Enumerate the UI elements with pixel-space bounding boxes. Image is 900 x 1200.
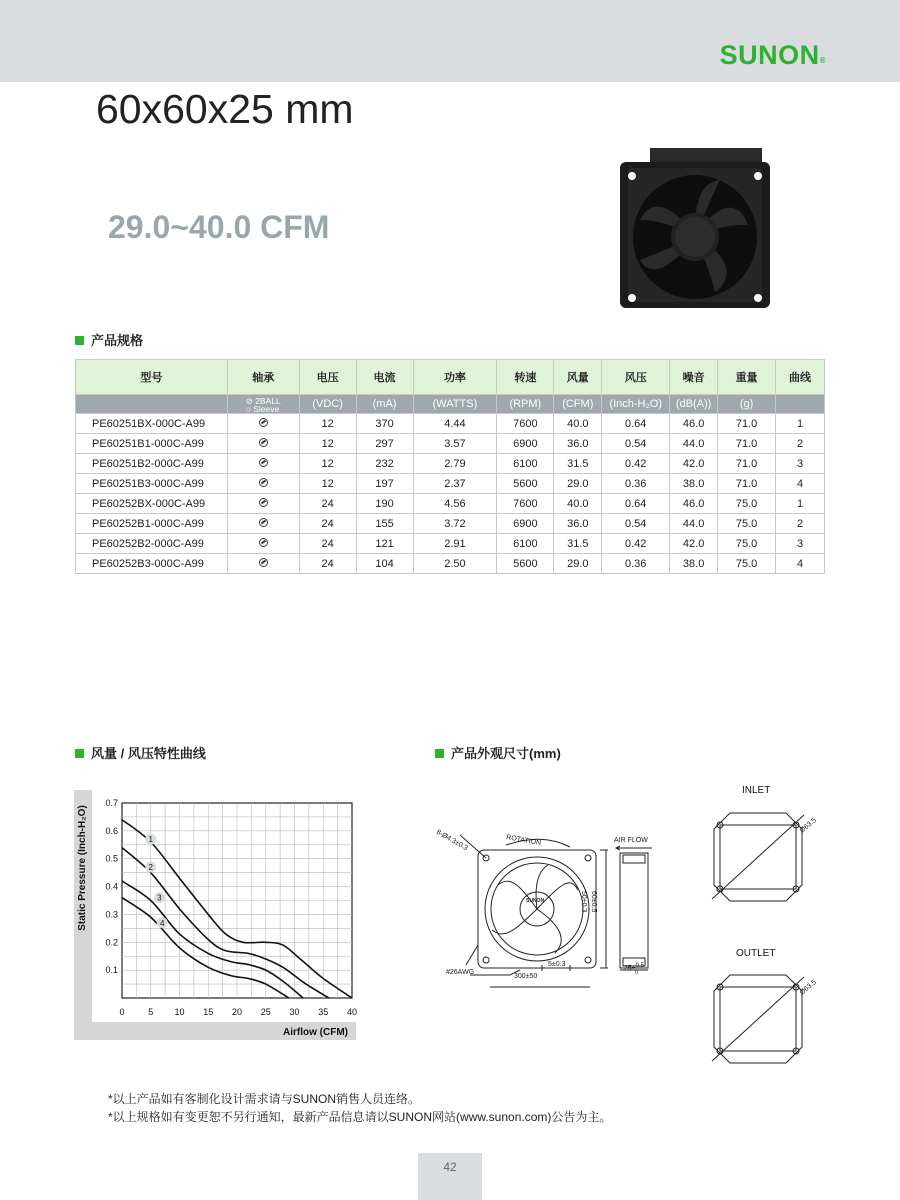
dim-rotation: ROTATION (505, 834, 542, 848)
series-label: 1 (148, 835, 153, 845)
x-tick-label: 25 (260, 1007, 271, 1017)
table-cell: 12 (299, 454, 356, 474)
table-cell: 31.5 (554, 534, 602, 554)
bearing-cell (227, 454, 299, 474)
dim-50: 50±0.3 (580, 891, 587, 913)
unit-cell: (WATTS) (413, 395, 497, 414)
airflow-label: AIR FLOW (614, 837, 648, 844)
table-cell: 2.79 (413, 454, 497, 474)
table-cell: 75.0 (718, 554, 776, 574)
column-header: 功率 (413, 360, 497, 395)
model-cell: PE60252B2-000C-A99 (76, 534, 228, 554)
table-cell: 5600 (497, 554, 554, 574)
column-header: 重量 (718, 360, 776, 395)
fan-photo (610, 140, 780, 310)
unit-cell (776, 395, 825, 414)
table-cell: 29.0 (554, 474, 602, 494)
table-cell: 121 (356, 534, 413, 554)
section-heading-dimensions: 产品外观尺寸(mm) (435, 743, 561, 762)
table-cell: 0.64 (602, 494, 670, 514)
unit-cell: (CFM) (554, 395, 602, 414)
table-cell: 6900 (497, 434, 554, 454)
table-cell: 44.0 (670, 514, 718, 534)
table-cell: 0.36 (602, 474, 670, 494)
footnote-2: *以上规格如有变更恕不另行通知，最新产品信息请以SUNON网站(www.sunon.com)公告为主。 (108, 1110, 612, 1124)
table-cell: 104 (356, 554, 413, 574)
table-cell: 71.0 (718, 414, 776, 434)
table-cell: 0.42 (602, 534, 670, 554)
dim-60: 60±0.5 (590, 891, 597, 913)
series-label: 3 (157, 893, 162, 903)
table-cell: 12 (299, 434, 356, 454)
table-unit-row (76, 395, 825, 414)
table-cell: 0.54 (602, 514, 670, 534)
column-header: 电流 (356, 360, 413, 395)
table-cell: 2.91 (413, 534, 497, 554)
table-cell: 3.72 (413, 514, 497, 534)
x-tick-label: 40 (346, 1007, 358, 1017)
table-cell: 1 (776, 414, 825, 434)
bearing-legend-item: ⊘ 2BALL (245, 396, 281, 406)
table-cell: 75.0 (718, 494, 776, 514)
table-row (76, 474, 825, 494)
table-cell: 36.0 (554, 434, 602, 454)
table-row (76, 494, 825, 514)
ball-bearing-icon (259, 418, 268, 427)
spec-table (75, 359, 825, 574)
x-tick-label: 0 (119, 1007, 125, 1017)
y-tick-label: 0.4 (105, 881, 118, 892)
table-cell: 232 (356, 454, 413, 474)
unit-cell: (VDC) (299, 395, 356, 414)
y-tick-label: 0.7 (105, 798, 118, 808)
bearing-cell (227, 534, 299, 554)
ball-bearing-icon (259, 558, 268, 567)
ball-bearing-icon (259, 498, 268, 507)
table-cell: 2 (776, 514, 825, 534)
table-cell: 40.0 (554, 414, 602, 434)
x-tick-label: 20 (231, 1007, 243, 1017)
y-tick-label: 0.2 (105, 937, 118, 948)
table-cell: 6900 (497, 514, 554, 534)
table-cell: 44.0 (670, 434, 718, 454)
table-cell: 297 (356, 434, 413, 454)
model-cell: PE60251B1-000C-A99 (76, 434, 228, 454)
table-cell: 29.0 (554, 554, 602, 574)
table-cell: 3 (776, 454, 825, 474)
footnote-1: *以上产品如有客制化设计需求请与SUNON销售人员连络。 (108, 1092, 421, 1106)
outlet-label: OUTLET (736, 948, 776, 959)
ball-bearing-icon (259, 478, 268, 487)
model-cell: PE60252B3-000C-A99 (76, 554, 228, 574)
table-cell: 12 (299, 414, 356, 434)
table-row (76, 534, 825, 554)
table-cell: 155 (356, 514, 413, 534)
series-label: 4 (160, 918, 165, 928)
table-cell: 0.42 (602, 454, 670, 474)
table-cell: 38.0 (670, 474, 718, 494)
inlet-label: INLET (742, 785, 771, 796)
series-label: 2 (148, 863, 153, 873)
airflow-pressure-chart (74, 790, 356, 1040)
column-header: 曲线 (776, 360, 825, 395)
column-header: 电压 (299, 360, 356, 395)
model-cell: PE60251B2-000C-A99 (76, 454, 228, 474)
unit-cell: (dB(A)) (670, 395, 718, 414)
ball-bearing-icon (259, 518, 268, 527)
table-cell: 6100 (497, 534, 554, 554)
bearing-legend (227, 395, 299, 414)
bearing-cell (227, 414, 299, 434)
fan-label: SUNON (526, 898, 545, 904)
model-cell: PE60252BX-000C-A99 (76, 494, 228, 514)
unit-cell: (mA) (356, 395, 413, 414)
table-cell: 7600 (497, 494, 554, 514)
bearing-legend-item: ○ Sleeve (245, 404, 280, 414)
table-cell: 5600 (497, 474, 554, 494)
table-cell: 24 (299, 534, 356, 554)
brand-logo: SUNON® (719, 40, 826, 70)
y-tick-label: 0.1 (105, 965, 118, 976)
table-cell: 42.0 (670, 534, 718, 554)
table-cell: 4.44 (413, 414, 497, 434)
table-cell: 2.50 (413, 554, 497, 574)
x-tick-label: 10 (174, 1007, 185, 1017)
inlet-dia: Ø63.5 (798, 816, 818, 835)
chart-y-label: Static Pressure (Inch-H₂O) (77, 805, 88, 931)
y-tick-label: 0.6 (105, 825, 118, 836)
table-row (76, 434, 825, 454)
table-cell: 71.0 (718, 454, 776, 474)
table-cell: 40.0 (554, 494, 602, 514)
table-row (76, 454, 825, 474)
table-cell: 36.0 (554, 514, 602, 534)
bearing-cell (227, 514, 299, 534)
table-cell: 24 (299, 494, 356, 514)
table-cell: 71.0 (718, 434, 776, 454)
table-cell: 0.64 (602, 414, 670, 434)
table-cell: 370 (356, 414, 413, 434)
column-header: 转速 (497, 360, 554, 395)
ball-bearing-icon (259, 538, 268, 547)
dim-300: 300±50 (514, 973, 538, 980)
outlet-view (712, 975, 804, 1063)
table-cell: 2 (776, 434, 825, 454)
x-tick-label: 35 (318, 1007, 329, 1017)
outlet-dia: Ø63.5 (798, 978, 818, 997)
column-header: 风压 (602, 360, 670, 395)
section-heading-curve: 风量 / 风压特性曲线 (75, 743, 206, 762)
table-cell: 46.0 (670, 414, 718, 434)
table-cell: 42.0 (670, 454, 718, 474)
table-row (76, 554, 825, 574)
column-header: 型号 (76, 360, 228, 395)
page-number: 42 (418, 1153, 482, 1200)
table-cell: 190 (356, 494, 413, 514)
bearing-legend-label: 2BALL (255, 396, 281, 406)
table-cell: 3 (776, 534, 825, 554)
section-heading-spec: 产品规格 (75, 330, 143, 349)
y-tick-label: 0.5 (105, 853, 118, 864)
table-row (76, 414, 825, 434)
column-header: 噪音 (670, 360, 718, 395)
table-cell: 4.56 (413, 494, 497, 514)
model-cell: PE60252B1-000C-A99 (76, 514, 228, 534)
table-cell: 4 (776, 554, 825, 574)
table-cell: 75.0 (718, 534, 776, 554)
model-cell: PE60251B3-000C-A99 (76, 474, 228, 494)
dimension-drawing (430, 775, 850, 1075)
column-header: 轴承 (227, 360, 299, 395)
bearing-cell (227, 494, 299, 514)
table-header-row (76, 360, 825, 395)
dim-depth: 25±0.5 0 (624, 963, 644, 976)
table-row (76, 514, 825, 534)
table-cell: 0.54 (602, 434, 670, 454)
unit-cell: (g) (718, 395, 776, 414)
x-tick-label: 30 (289, 1007, 300, 1017)
table-cell: 31.5 (554, 454, 602, 474)
x-tick-label: 5 (148, 1007, 154, 1017)
table-cell: 71.0 (718, 474, 776, 494)
table-cell: 24 (299, 554, 356, 574)
side-view (616, 846, 652, 970)
table-cell: 197 (356, 474, 413, 494)
bearing-cell (227, 554, 299, 574)
bearing-cell (227, 474, 299, 494)
table-cell: 75.0 (718, 514, 776, 534)
x-tick-label: 15 (203, 1007, 214, 1017)
inlet-view (712, 813, 804, 901)
table-cell: 0.36 (602, 554, 670, 574)
table-cell: 6100 (497, 454, 554, 474)
table-cell: 1 (776, 494, 825, 514)
bearing-legend-label: Sleeve (253, 404, 280, 414)
airflow-range: 29.0~40.0 CFM (108, 209, 330, 245)
unit-cell (76, 395, 228, 414)
table-cell: 4 (776, 474, 825, 494)
table-cell: 38.0 (670, 554, 718, 574)
table-cell: 12 (299, 474, 356, 494)
dim-wire: #26AWG (446, 969, 475, 976)
table-cell: 2.37 (413, 474, 497, 494)
table-cell: 3.57 (413, 434, 497, 454)
y-tick-label: 0.3 (105, 909, 118, 920)
table-cell: 46.0 (670, 494, 718, 514)
unit-cell: (Inch-H₂O) (602, 395, 670, 414)
column-header: 风量 (554, 360, 602, 395)
dim-5: 5±0.3 (548, 961, 566, 968)
unit-cell: (RPM) (497, 395, 554, 414)
dim-holes: 8-Ø4.3±0.3 (435, 828, 469, 853)
table-cell: 24 (299, 514, 356, 534)
table-cell: 7600 (497, 414, 554, 434)
chart-x-label: Airflow (CFM) (283, 1027, 348, 1038)
model-cell: PE60251BX-000C-A99 (76, 414, 228, 434)
ball-bearing-icon (259, 458, 268, 467)
page-title: 60x60x25 mm (96, 86, 354, 132)
bearing-cell (227, 434, 299, 454)
ball-bearing-icon (259, 438, 268, 447)
